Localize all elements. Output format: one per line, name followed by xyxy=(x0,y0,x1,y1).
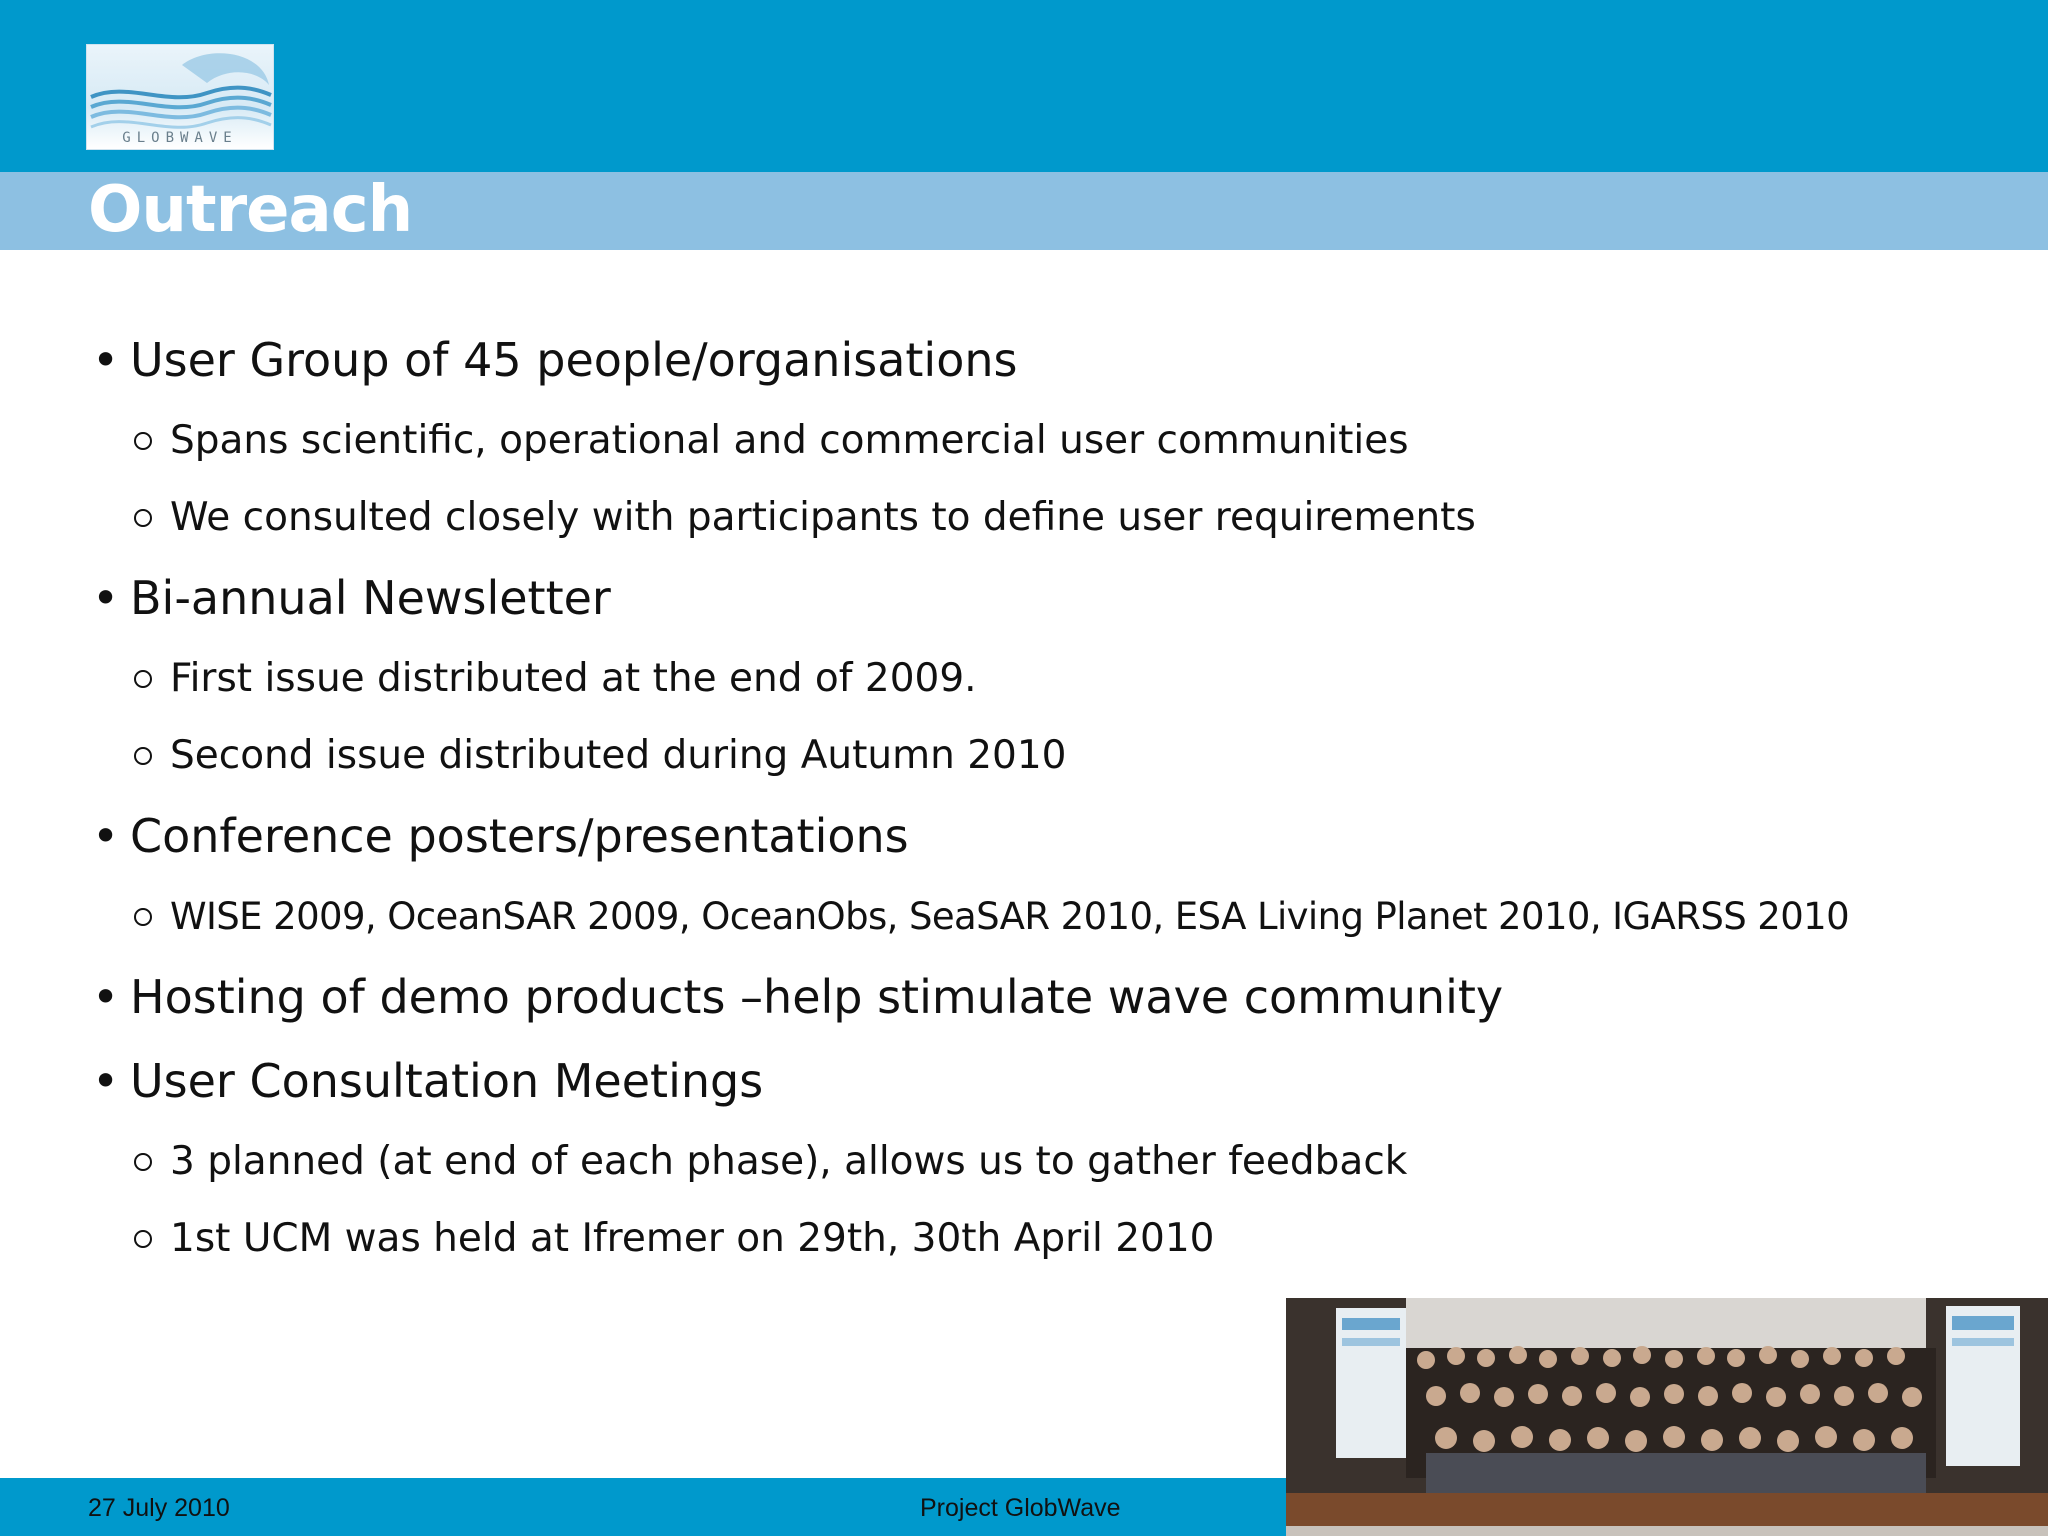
sub-bullet-item: 1st UCM was held at Ifremer on 29th, 30th April 2010 xyxy=(92,1200,2022,1277)
sub-bullet-item: Spans scientific, operational and commercial user communities xyxy=(92,402,2022,479)
bullet-item: • Bi-annual Newsletter xyxy=(92,556,2022,640)
footer-project: Project GlobWave xyxy=(920,1494,1121,1522)
sub-bullet-item: 3 planned (at end of each phase), allows us to gather feedback xyxy=(92,1123,2022,1200)
bullet-item: • Conference posters/presentations xyxy=(92,794,2022,878)
header-band xyxy=(0,0,2048,172)
bullet-list xyxy=(92,318,2022,1277)
group-photo xyxy=(1286,1298,2048,1536)
footer-date: 27 July 2010 xyxy=(88,1494,230,1522)
slide-title: Outreach xyxy=(88,173,413,247)
logo-text: GLOBWAVE xyxy=(122,130,238,146)
bullet-item: • User Group of 45 people/organisations xyxy=(92,318,2022,402)
sub-bullet-item: WISE 2009, OceanSAR 2009, OceanObs, SeaSAR 2010, ESA Living Planet 2010, IGARSS 2010 xyxy=(92,878,2022,955)
group-photo-illustration xyxy=(1286,1298,2048,1536)
sub-bullet-item: We consulted closely with participants to define user requirements xyxy=(92,479,2022,556)
sub-bullet-item: First issue distributed at the end of 2009. xyxy=(92,640,2022,717)
sub-bullet-item: Second issue distributed during Autumn 2010 xyxy=(92,717,2022,794)
bullet-item: • Hosting of demo products –help stimulate wave community xyxy=(92,955,2022,1039)
bullet-item: • User Consultation Meetings xyxy=(92,1039,2022,1123)
globwave-logo xyxy=(86,44,274,150)
